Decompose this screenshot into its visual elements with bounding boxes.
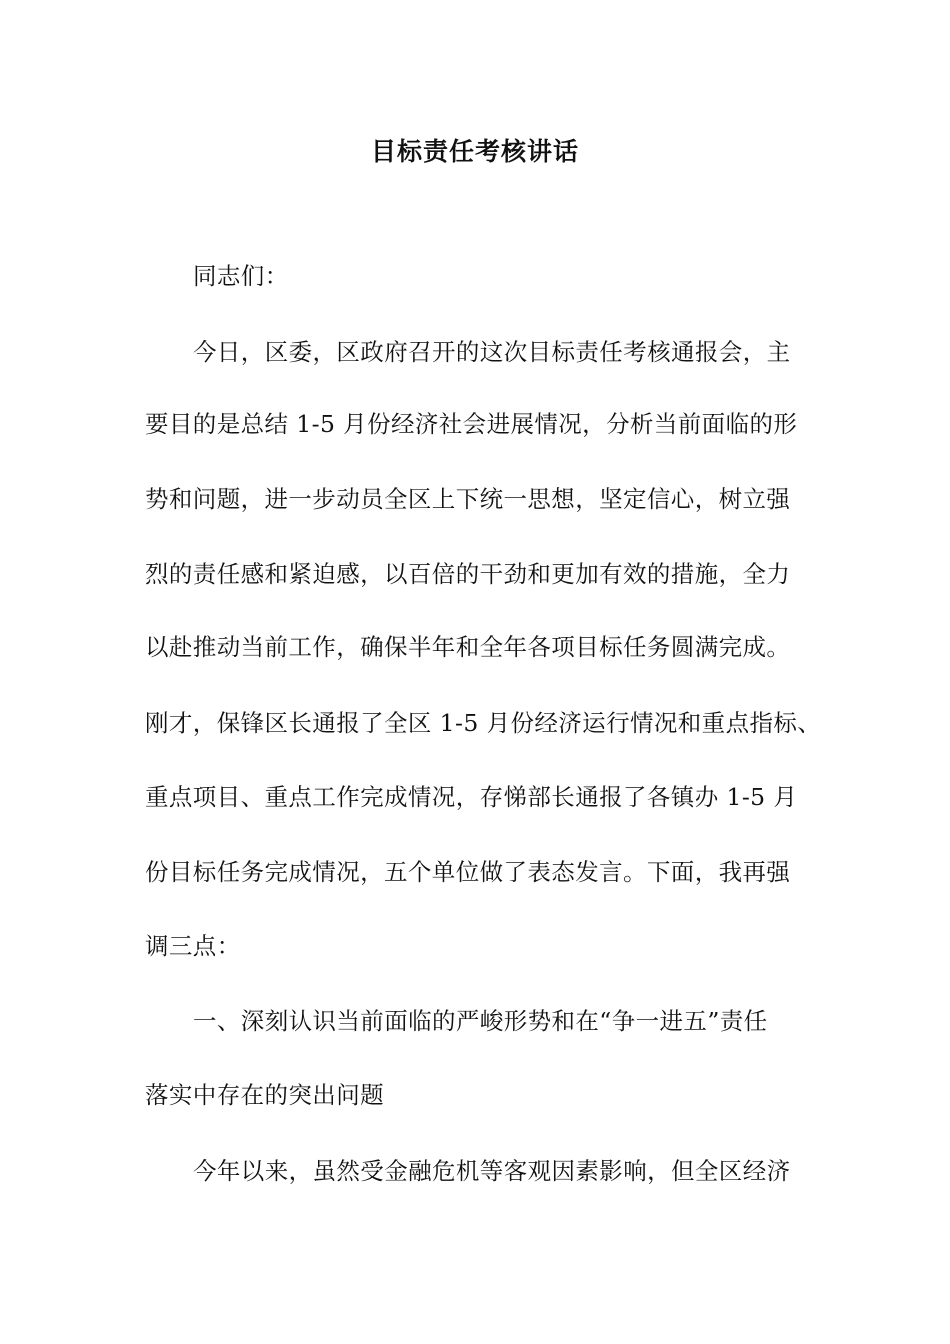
paragraph-line: 要目的是总结 1-5 月份经济社会进展情况，分析当前面临的形: [145, 410, 798, 438]
paragraph-line: 势和问题，进一步动员全区上下统一思想，坚定信心，树立强: [145, 485, 791, 513]
paragraph-line: 调三点：: [145, 932, 241, 960]
document-title: 目标责任考核讲话: [370, 137, 579, 166]
paragraph-line: 今日，区委，区政府召开的这次目标责任考核通报会，主: [193, 338, 791, 366]
paragraph-line: 烈的责任感和紧迫感，以百倍的干劲和更加有效的措施，全力: [145, 560, 791, 588]
paragraph-line: 刚才，保锋区长通报了全区 1-5 月份经济运行情况和重点指标、: [145, 709, 822, 737]
salutation: 同志们：: [193, 262, 289, 290]
section-heading-line: 落实中存在的突出问题: [145, 1081, 384, 1109]
paragraph-line: 份目标任务完成情况，五个单位做了表态发言。下面，我再强: [145, 858, 791, 886]
section-heading-line: 一、深刻认识当前面临的严峻形势和在“争一进五”责任: [193, 1007, 768, 1035]
paragraph-line: 今年以来，虽然受金融危机等客观因素影响，但全区经济: [193, 1157, 791, 1185]
paragraph-line: 重点项目、重点工作完成情况，存悌部长通报了各镇办 1-5 月: [145, 783, 798, 811]
paragraph-line: 以赴推动当前工作，确保半年和全年各项目标任务圆满完成。: [145, 633, 791, 661]
